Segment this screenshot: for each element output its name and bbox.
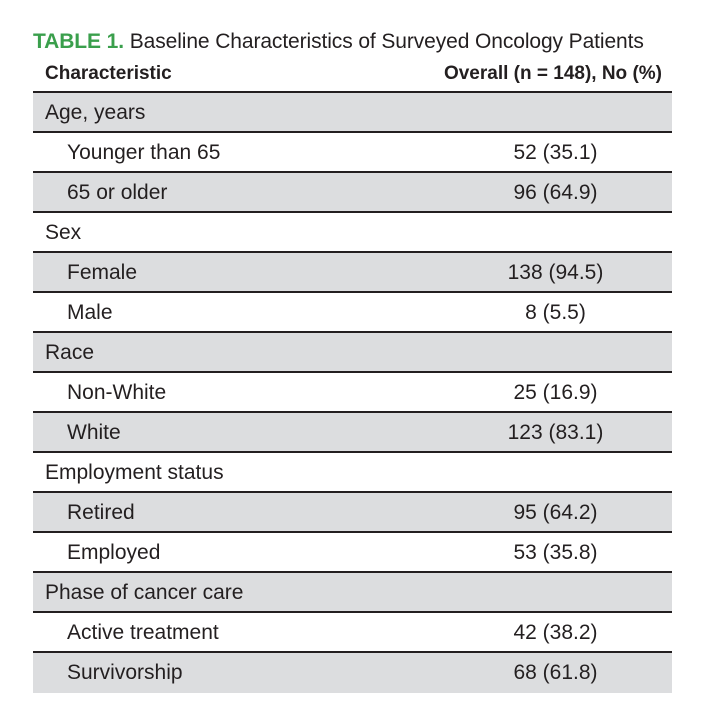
table-row <box>33 533 672 573</box>
row-value: 53 (35.8) <box>513 541 598 564</box>
row-label: 65 or older <box>67 181 168 204</box>
table-row <box>33 173 672 213</box>
table-row <box>33 293 672 333</box>
characteristics-table <box>33 57 672 693</box>
row-value: 8 (5.5) <box>525 301 586 324</box>
row-value: 25 (16.9) <box>513 381 598 404</box>
row-label: Active treatment <box>67 621 219 644</box>
row-label: Phase of cancer care <box>45 581 244 604</box>
row-value: 96 (64.9) <box>513 181 598 204</box>
table-title: Baseline Characteristics of Surveyed Oncology Patients <box>129 30 644 53</box>
table-row <box>33 333 672 373</box>
row-label: Survivorship <box>67 661 183 684</box>
row-value: 68 (61.8) <box>513 661 598 684</box>
row-label: White <box>67 421 121 444</box>
row-value: 42 (38.2) <box>513 621 598 644</box>
row-label: Employment status <box>45 461 224 484</box>
row-label: Female <box>67 261 138 284</box>
row-value: 52 (35.1) <box>513 141 598 164</box>
table-row <box>33 453 672 493</box>
column-header-overall: Overall (n = 148), No (%) <box>443 63 662 84</box>
table-row <box>33 573 672 613</box>
row-value: 138 (94.5) <box>507 261 604 284</box>
row-label: Employed <box>67 541 161 564</box>
row-label: Age, years <box>45 101 146 124</box>
column-header-characteristic: Characteristic <box>45 63 172 84</box>
row-value: 123 (83.1) <box>507 421 604 444</box>
table-row <box>33 213 672 253</box>
table-row <box>33 413 672 453</box>
row-label: Retired <box>67 501 135 524</box>
row-label: Race <box>45 341 95 364</box>
row-label: Non-White <box>67 381 167 404</box>
table-row <box>33 93 672 133</box>
table-row <box>33 133 672 173</box>
row-label: Male <box>67 301 113 324</box>
table-row <box>33 493 672 533</box>
table-caption <box>33 30 644 54</box>
table-number-label: TABLE 1. <box>33 30 124 53</box>
table-row <box>33 373 672 413</box>
table-body <box>33 93 672 693</box>
row-value: 95 (64.2) <box>513 501 598 524</box>
row-label: Sex <box>45 221 82 244</box>
table-row <box>33 653 672 693</box>
table-row <box>33 613 672 653</box>
table-header <box>33 57 672 93</box>
table-row <box>33 253 672 293</box>
row-label: Younger than 65 <box>67 141 221 164</box>
